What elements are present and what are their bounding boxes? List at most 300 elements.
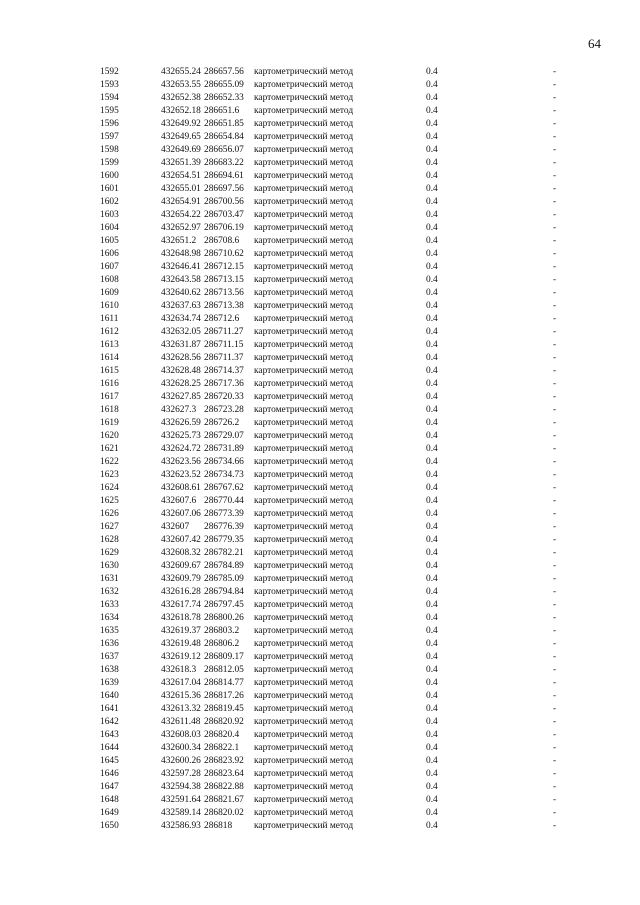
coordinate-x: 432654.51 xyxy=(161,171,201,181)
point-number: 1600 xyxy=(100,171,119,181)
dash-cell: - xyxy=(553,743,557,753)
coordinate-y: 286651.6 xyxy=(204,106,240,116)
method-cell: картометрический метод xyxy=(254,509,354,519)
accuracy-cell: 0.4 xyxy=(426,119,438,129)
dash-cell: - xyxy=(553,288,557,298)
table-row xyxy=(0,716,640,729)
coordinate-x: 432609.79 xyxy=(161,574,201,584)
coordinate-y: 286773.39 xyxy=(204,509,244,519)
coordinate-y: 286700.56 xyxy=(204,197,244,207)
method-cell: картометрический метод xyxy=(254,210,354,220)
accuracy-cell: 0.4 xyxy=(426,158,438,168)
table-row xyxy=(0,196,640,209)
method-cell: картометрический метод xyxy=(254,223,354,233)
point-number: 1593 xyxy=(100,80,119,90)
method-cell: картометрический метод xyxy=(254,717,354,727)
coordinate-y: 286729.07 xyxy=(204,431,244,441)
table-row xyxy=(0,131,640,144)
coordinate-x: 432646.41 xyxy=(161,262,201,272)
coordinate-y: 286711.15 xyxy=(204,340,244,350)
method-cell: картометрический метод xyxy=(254,327,354,337)
method-cell: картометрический метод xyxy=(254,652,354,662)
point-number: 1638 xyxy=(100,665,119,675)
method-cell: картометрический метод xyxy=(254,93,354,103)
dash-cell: - xyxy=(553,509,557,519)
coordinate-x: 432608.61 xyxy=(161,483,201,493)
dash-cell: - xyxy=(553,80,557,90)
coordinate-y: 286655.09 xyxy=(204,80,244,90)
method-cell: картометрический метод xyxy=(254,743,354,753)
dash-cell: - xyxy=(553,691,557,701)
point-number: 1643 xyxy=(100,730,119,740)
table-row xyxy=(0,313,640,326)
table-row xyxy=(0,508,640,521)
dash-cell: - xyxy=(553,782,557,792)
coordinate-y: 286694.61 xyxy=(204,171,244,181)
table-row xyxy=(0,560,640,573)
coordinate-x: 432651.2 xyxy=(161,236,197,246)
dash-cell: - xyxy=(553,795,557,805)
accuracy-cell: 0.4 xyxy=(426,262,438,272)
coordinate-y: 286803.2 xyxy=(204,626,240,636)
accuracy-cell: 0.4 xyxy=(426,93,438,103)
dash-cell: - xyxy=(553,405,557,415)
dash-cell: - xyxy=(553,535,557,545)
dash-cell: - xyxy=(553,158,557,168)
accuracy-cell: 0.4 xyxy=(426,626,438,636)
table-row xyxy=(0,469,640,482)
coordinate-x: 432632.05 xyxy=(161,327,201,337)
coordinate-x: 432625.73 xyxy=(161,431,201,441)
dash-cell: - xyxy=(553,132,557,142)
point-number: 1614 xyxy=(100,353,119,363)
coordinate-y: 286713.56 xyxy=(204,288,244,298)
dash-cell: - xyxy=(553,444,557,454)
dash-cell: - xyxy=(553,470,557,480)
coordinate-x: 432616.28 xyxy=(161,587,201,597)
coordinate-y: 286812.05 xyxy=(204,665,244,675)
method-cell: картометрический метод xyxy=(254,496,354,506)
dash-cell: - xyxy=(553,301,557,311)
point-number: 1646 xyxy=(100,769,119,779)
dash-cell: - xyxy=(553,652,557,662)
table-row xyxy=(0,352,640,365)
method-cell: картометрический метод xyxy=(254,574,354,584)
dash-cell: - xyxy=(553,327,557,337)
table-row xyxy=(0,235,640,248)
dash-cell: - xyxy=(553,808,557,818)
coordinate-y: 286703.47 xyxy=(204,210,244,220)
method-cell: картометрический метод xyxy=(254,535,354,545)
coordinate-x: 432627.85 xyxy=(161,392,201,402)
table-row xyxy=(0,547,640,560)
coordinate-y: 286652.33 xyxy=(204,93,244,103)
point-number: 1645 xyxy=(100,756,119,766)
point-number: 1633 xyxy=(100,600,119,610)
coordinate-y: 286654.84 xyxy=(204,132,244,142)
table-row xyxy=(0,118,640,131)
coordinate-y: 286823.92 xyxy=(204,756,244,766)
point-number: 1632 xyxy=(100,587,119,597)
coordinate-y: 286820.92 xyxy=(204,717,244,727)
accuracy-cell: 0.4 xyxy=(426,782,438,792)
dash-cell: - xyxy=(553,587,557,597)
coordinate-y: 286731.89 xyxy=(204,444,244,454)
table-row xyxy=(0,794,640,807)
table-row xyxy=(0,599,640,612)
dash-cell: - xyxy=(553,613,557,623)
table-row xyxy=(0,573,640,586)
method-cell: картометрический метод xyxy=(254,691,354,701)
coordinate-x: 432649.92 xyxy=(161,119,201,129)
method-cell: картометрический метод xyxy=(254,431,354,441)
coordinate-x: 432649.65 xyxy=(161,132,201,142)
dash-cell: - xyxy=(553,223,557,233)
accuracy-cell: 0.4 xyxy=(426,561,438,571)
point-number: 1629 xyxy=(100,548,119,558)
dash-cell: - xyxy=(553,236,557,246)
point-number: 1599 xyxy=(100,158,119,168)
table-row xyxy=(0,638,640,651)
coordinate-y: 286814.77 xyxy=(204,678,244,688)
accuracy-cell: 0.4 xyxy=(426,483,438,493)
dash-cell: - xyxy=(553,379,557,389)
coordinate-x: 432628.48 xyxy=(161,366,201,376)
accuracy-cell: 0.4 xyxy=(426,327,438,337)
coordinate-y: 286726.2 xyxy=(204,418,240,428)
coordinate-y: 286785.09 xyxy=(204,574,244,584)
coordinate-y: 286713.38 xyxy=(204,301,244,311)
dash-cell: - xyxy=(553,457,557,467)
table-row xyxy=(0,781,640,794)
dash-cell: - xyxy=(553,262,557,272)
table-row xyxy=(0,417,640,430)
table-row xyxy=(0,209,640,222)
coordinate-y: 286708.6 xyxy=(204,236,240,246)
table-row xyxy=(0,105,640,118)
accuracy-cell: 0.4 xyxy=(426,743,438,753)
point-number: 1603 xyxy=(100,210,119,220)
point-number: 1609 xyxy=(100,288,119,298)
point-number: 1612 xyxy=(100,327,119,337)
coordinate-y: 286712.6 xyxy=(204,314,240,324)
coordinate-x: 432623.52 xyxy=(161,470,201,480)
accuracy-cell: 0.4 xyxy=(426,418,438,428)
accuracy-cell: 0.4 xyxy=(426,795,438,805)
accuracy-cell: 0.4 xyxy=(426,301,438,311)
dash-cell: - xyxy=(553,496,557,506)
method-cell: картометрический метод xyxy=(254,626,354,636)
dash-cell: - xyxy=(553,717,557,727)
coordinate-y: 286823.64 xyxy=(204,769,244,779)
method-cell: картометрический метод xyxy=(254,132,354,142)
coordinate-x: 432655.01 xyxy=(161,184,201,194)
accuracy-cell: 0.4 xyxy=(426,340,438,350)
point-number: 1595 xyxy=(100,106,119,116)
coordinate-y: 286800.26 xyxy=(204,613,244,623)
coordinate-y: 286683.22 xyxy=(204,158,244,168)
method-cell: картометрический метод xyxy=(254,444,354,454)
method-cell: картометрический метод xyxy=(254,522,354,532)
coordinate-y: 286734.73 xyxy=(204,470,244,480)
dash-cell: - xyxy=(553,145,557,155)
dash-cell: - xyxy=(553,366,557,376)
coordinate-y: 286776.39 xyxy=(204,522,244,532)
method-cell: картометрический метод xyxy=(254,483,354,493)
dash-cell: - xyxy=(553,821,557,831)
accuracy-cell: 0.4 xyxy=(426,678,438,688)
point-number: 1624 xyxy=(100,483,119,493)
dash-cell: - xyxy=(553,769,557,779)
point-number: 1611 xyxy=(100,314,119,324)
point-number: 1639 xyxy=(100,678,119,688)
table-row xyxy=(0,391,640,404)
coordinate-x: 432607.06 xyxy=(161,509,201,519)
method-cell: картометрический метод xyxy=(254,171,354,181)
coordinate-y: 286784.89 xyxy=(204,561,244,571)
coordinate-x: 432611.48 xyxy=(161,717,201,727)
coordinate-x: 432652.97 xyxy=(161,223,201,233)
dash-cell: - xyxy=(553,340,557,350)
dash-cell: - xyxy=(553,67,557,77)
coordinate-x: 432600.26 xyxy=(161,756,201,766)
dash-cell: - xyxy=(553,600,557,610)
coordinate-y: 286822.88 xyxy=(204,782,244,792)
coordinate-x: 432653.55 xyxy=(161,80,201,90)
dash-cell: - xyxy=(553,626,557,636)
method-cell: картометрический метод xyxy=(254,392,354,402)
method-cell: картометрический метод xyxy=(254,795,354,805)
point-number: 1628 xyxy=(100,535,119,545)
method-cell: картометрический метод xyxy=(254,80,354,90)
method-cell: картометрический метод xyxy=(254,197,354,207)
point-number: 1636 xyxy=(100,639,119,649)
table-row xyxy=(0,79,640,92)
coordinate-x: 432649.69 xyxy=(161,145,201,155)
point-number: 1601 xyxy=(100,184,119,194)
table-row xyxy=(0,495,640,508)
dash-cell: - xyxy=(553,210,557,220)
coordinate-y: 286711.27 xyxy=(204,327,244,337)
coordinate-y: 286656.07 xyxy=(204,145,244,155)
table-row xyxy=(0,378,640,391)
method-cell: картометрический метод xyxy=(254,184,354,194)
coordinate-x: 432597.28 xyxy=(161,769,201,779)
dash-cell: - xyxy=(553,561,557,571)
accuracy-cell: 0.4 xyxy=(426,249,438,259)
accuracy-cell: 0.4 xyxy=(426,704,438,714)
table-row xyxy=(0,677,640,690)
coordinate-x: 432591.64 xyxy=(161,795,201,805)
dash-cell: - xyxy=(553,275,557,285)
method-cell: картометрический метод xyxy=(254,782,354,792)
coordinate-x: 432608.32 xyxy=(161,548,201,558)
coordinate-y: 286720.33 xyxy=(204,392,244,402)
table-row xyxy=(0,612,640,625)
coordinate-x: 432652.18 xyxy=(161,106,201,116)
point-number: 1621 xyxy=(100,444,119,454)
table-row xyxy=(0,755,640,768)
coordinate-y: 286797.45 xyxy=(204,600,244,610)
method-cell: картометрический метод xyxy=(254,106,354,116)
accuracy-cell: 0.4 xyxy=(426,405,438,415)
point-number: 1620 xyxy=(100,431,119,441)
point-number: 1626 xyxy=(100,509,119,519)
table-row xyxy=(0,729,640,742)
point-number: 1623 xyxy=(100,470,119,480)
coordinate-x: 432617.04 xyxy=(161,678,201,688)
coordinate-y: 286819.45 xyxy=(204,704,244,714)
coordinate-x: 432651.39 xyxy=(161,158,201,168)
coordinate-x: 432607.42 xyxy=(161,535,201,545)
coordinate-x: 432624.72 xyxy=(161,444,201,454)
accuracy-cell: 0.4 xyxy=(426,67,438,77)
point-number: 1613 xyxy=(100,340,119,350)
coordinate-x: 432626.59 xyxy=(161,418,201,428)
coordinate-x: 432654.22 xyxy=(161,210,201,220)
table-row xyxy=(0,248,640,261)
point-number: 1642 xyxy=(100,717,119,727)
accuracy-cell: 0.4 xyxy=(426,652,438,662)
accuracy-cell: 0.4 xyxy=(426,665,438,675)
point-number: 1644 xyxy=(100,743,119,753)
coordinate-x: 432634.74 xyxy=(161,314,201,324)
dash-cell: - xyxy=(553,639,557,649)
point-number: 1650 xyxy=(100,821,119,831)
dash-cell: - xyxy=(553,106,557,116)
method-cell: картометрический метод xyxy=(254,587,354,597)
accuracy-cell: 0.4 xyxy=(426,496,438,506)
method-cell: картометрический метод xyxy=(254,301,354,311)
coordinate-x: 432618.78 xyxy=(161,613,201,623)
dash-cell: - xyxy=(553,522,557,532)
dash-cell: - xyxy=(553,730,557,740)
accuracy-cell: 0.4 xyxy=(426,184,438,194)
coordinate-x: 432615.36 xyxy=(161,691,201,701)
table-row xyxy=(0,274,640,287)
coordinate-x: 432640.62 xyxy=(161,288,201,298)
dash-cell: - xyxy=(553,93,557,103)
dash-cell: - xyxy=(553,197,557,207)
accuracy-cell: 0.4 xyxy=(426,431,438,441)
dash-cell: - xyxy=(553,431,557,441)
point-number: 1610 xyxy=(100,301,119,311)
method-cell: картометрический метод xyxy=(254,379,354,389)
accuracy-cell: 0.4 xyxy=(426,769,438,779)
table-row xyxy=(0,300,640,313)
table-row xyxy=(0,820,640,833)
coordinate-x: 432648.98 xyxy=(161,249,201,259)
method-cell: картометрический метод xyxy=(254,418,354,428)
accuracy-cell: 0.4 xyxy=(426,756,438,766)
accuracy-cell: 0.4 xyxy=(426,730,438,740)
coordinate-y: 286806.2 xyxy=(204,639,240,649)
dash-cell: - xyxy=(553,171,557,181)
coordinate-y: 286782.21 xyxy=(204,548,244,558)
method-cell: картометрический метод xyxy=(254,366,354,376)
point-number: 1625 xyxy=(100,496,119,506)
table-row xyxy=(0,521,640,534)
accuracy-cell: 0.4 xyxy=(426,548,438,558)
coordinate-x: 432627.3 xyxy=(161,405,197,415)
coordinate-y: 286706.19 xyxy=(204,223,244,233)
point-number: 1616 xyxy=(100,379,119,389)
coordinate-x: 432652.38 xyxy=(161,93,201,103)
point-number: 1634 xyxy=(100,613,119,623)
point-number: 1594 xyxy=(100,93,119,103)
coordinate-x: 432623.56 xyxy=(161,457,201,467)
coordinate-y: 286809.17 xyxy=(204,652,244,662)
method-cell: картометрический метод xyxy=(254,288,354,298)
table-row xyxy=(0,703,640,716)
coordinate-x: 432619.48 xyxy=(161,639,201,649)
coordinate-y: 286657.56 xyxy=(204,67,244,77)
coordinate-x: 432607 xyxy=(161,522,190,532)
coordinate-y: 286714.37 xyxy=(204,366,244,376)
point-number: 1617 xyxy=(100,392,119,402)
table-row xyxy=(0,183,640,196)
dash-cell: - xyxy=(553,574,557,584)
method-cell: картометрический метод xyxy=(254,340,354,350)
accuracy-cell: 0.4 xyxy=(426,717,438,727)
coordinate-x: 432607.6 xyxy=(161,496,197,506)
accuracy-cell: 0.4 xyxy=(426,600,438,610)
point-number: 1622 xyxy=(100,457,119,467)
coordinate-x: 432600.34 xyxy=(161,743,201,753)
table-row xyxy=(0,690,640,703)
point-number: 1618 xyxy=(100,405,119,415)
coordinate-y: 286820.4 xyxy=(204,730,240,740)
coordinate-y: 286713.15 xyxy=(204,275,244,285)
coordinate-y: 286723.28 xyxy=(204,405,244,415)
point-number: 1640 xyxy=(100,691,119,701)
accuracy-cell: 0.4 xyxy=(426,275,438,285)
method-cell: картометрический метод xyxy=(254,548,354,558)
method-cell: картометрический метод xyxy=(254,158,354,168)
accuracy-cell: 0.4 xyxy=(426,353,438,363)
coordinate-x: 432643.58 xyxy=(161,275,201,285)
coordinate-y: 286817.26 xyxy=(204,691,244,701)
coordinate-x: 432613.32 xyxy=(161,704,201,714)
method-cell: картометрический метод xyxy=(254,756,354,766)
coordinate-y: 286712.15 xyxy=(204,262,244,272)
coordinate-y: 286822.1 xyxy=(204,743,240,753)
point-number: 1597 xyxy=(100,132,119,142)
page-number: 64 xyxy=(588,36,601,51)
method-cell: картометрический метод xyxy=(254,470,354,480)
table-row xyxy=(0,443,640,456)
coordinate-x: 432617.74 xyxy=(161,600,201,610)
accuracy-cell: 0.4 xyxy=(426,132,438,142)
method-cell: картометрический метод xyxy=(254,119,354,129)
method-cell: картометрический метод xyxy=(254,314,354,324)
method-cell: картометрический метод xyxy=(254,236,354,246)
point-number: 1596 xyxy=(100,119,119,129)
method-cell: картометрический метод xyxy=(254,678,354,688)
method-cell: картометрический метод xyxy=(254,67,354,77)
accuracy-cell: 0.4 xyxy=(426,457,438,467)
method-cell: картометрический метод xyxy=(254,275,354,285)
table-row xyxy=(0,404,640,417)
coordinate-x: 432655.24 xyxy=(161,67,201,77)
method-cell: картометрический метод xyxy=(254,262,354,272)
dash-cell: - xyxy=(553,314,557,324)
coordinate-x: 432628.56 xyxy=(161,353,201,363)
accuracy-cell: 0.4 xyxy=(426,392,438,402)
table-row xyxy=(0,326,640,339)
accuracy-cell: 0.4 xyxy=(426,106,438,116)
accuracy-cell: 0.4 xyxy=(426,314,438,324)
